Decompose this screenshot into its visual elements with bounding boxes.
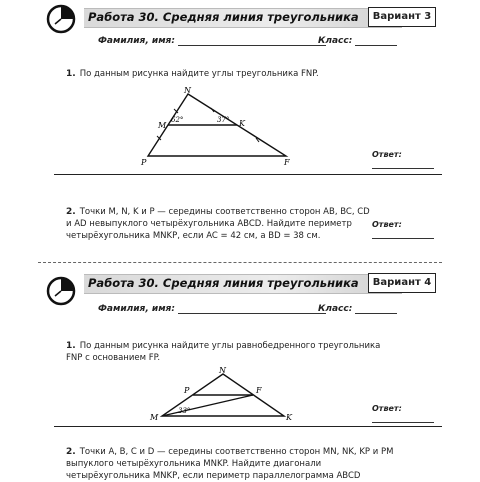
class-label: Класс: [318, 36, 353, 46]
task-text: По данным рисунка найдите углы треугольника FNP. [79, 69, 319, 79]
label-n: N [219, 366, 226, 375]
task-number: 2. [66, 207, 76, 217]
worksheet-title: Работа 30. Средняя линия треугольника [88, 10, 359, 24]
name-row [98, 304, 326, 314]
variant-3-section [38, 0, 442, 262]
label-k: K [286, 413, 292, 422]
angle-33: 33° [178, 407, 191, 415]
label-m: M [150, 413, 159, 422]
task-text: Точки A, B, C и D — середины соответственно сторон MN, NK, KP и PM выпуклого четырёхугольника MNKP. Найдите диагонали четырёхугольника MNKP, если периметр параллелограмма ABCD [66, 447, 394, 481]
clock-icon [46, 276, 76, 306]
variant-badge: Вариант 3 [368, 7, 436, 27]
label-k: K [239, 119, 245, 128]
label-n: N [184, 86, 191, 95]
answer-field[interactable] [372, 238, 434, 239]
class-field[interactable] [355, 36, 397, 46]
task-1 [66, 68, 396, 80]
task-2 [66, 446, 396, 482]
divider [54, 174, 442, 175]
angle-37: 37° [217, 116, 230, 124]
class-label: Класс: [318, 304, 353, 314]
worksheet-title: Работа 30. Средняя линия треугольника [88, 276, 359, 290]
name-field[interactable] [178, 304, 326, 314]
task-number: 1. [66, 69, 76, 79]
variant-4-section [38, 266, 442, 480]
worksheet-page [38, 0, 442, 480]
label-f: F [284, 158, 290, 167]
task-number: 2. [66, 447, 76, 457]
clock-icon [46, 4, 76, 34]
answer-field[interactable] [372, 422, 434, 423]
name-field[interactable] [178, 36, 326, 46]
label-p: P [184, 386, 190, 395]
cut-line [38, 262, 442, 263]
answer-label: Ответ: [372, 220, 402, 229]
name-label: Фамилия, имя: [98, 36, 175, 46]
class-row [318, 304, 397, 314]
angle-62: 62° [171, 116, 184, 124]
label-f: F [256, 386, 262, 395]
answer-field[interactable] [372, 168, 434, 169]
label-p: P [141, 158, 147, 167]
title-banner [84, 8, 402, 28]
divider [54, 426, 442, 427]
task-text: Точки M, N, K и P — середины соответственно сторон AB, BC, CD и AD невыпуклого четырёхугольника ABCD. Найдите периметр четырёхугольника MNKP, если AC = 42 см, а BD = 38 см. [66, 207, 370, 241]
answer-label: Ответ: [372, 404, 402, 413]
title-banner [84, 274, 402, 294]
triangle-figure-fnp [138, 86, 298, 168]
name-label: Фамилия, имя: [98, 304, 175, 314]
class-row [318, 36, 397, 46]
task-1 [66, 340, 396, 364]
answer-label: Ответ: [372, 150, 402, 159]
task-2 [66, 206, 376, 242]
name-row [98, 36, 326, 46]
task-number: 1. [66, 341, 76, 351]
class-field[interactable] [355, 304, 397, 314]
task-text: По данным рисунка найдите углы равнобедренного треугольника FNP с основанием FP. [66, 341, 381, 363]
triangle-figure-fnp [148, 366, 298, 426]
variant-badge: Вариант 4 [368, 273, 436, 293]
label-m: M [158, 121, 167, 130]
